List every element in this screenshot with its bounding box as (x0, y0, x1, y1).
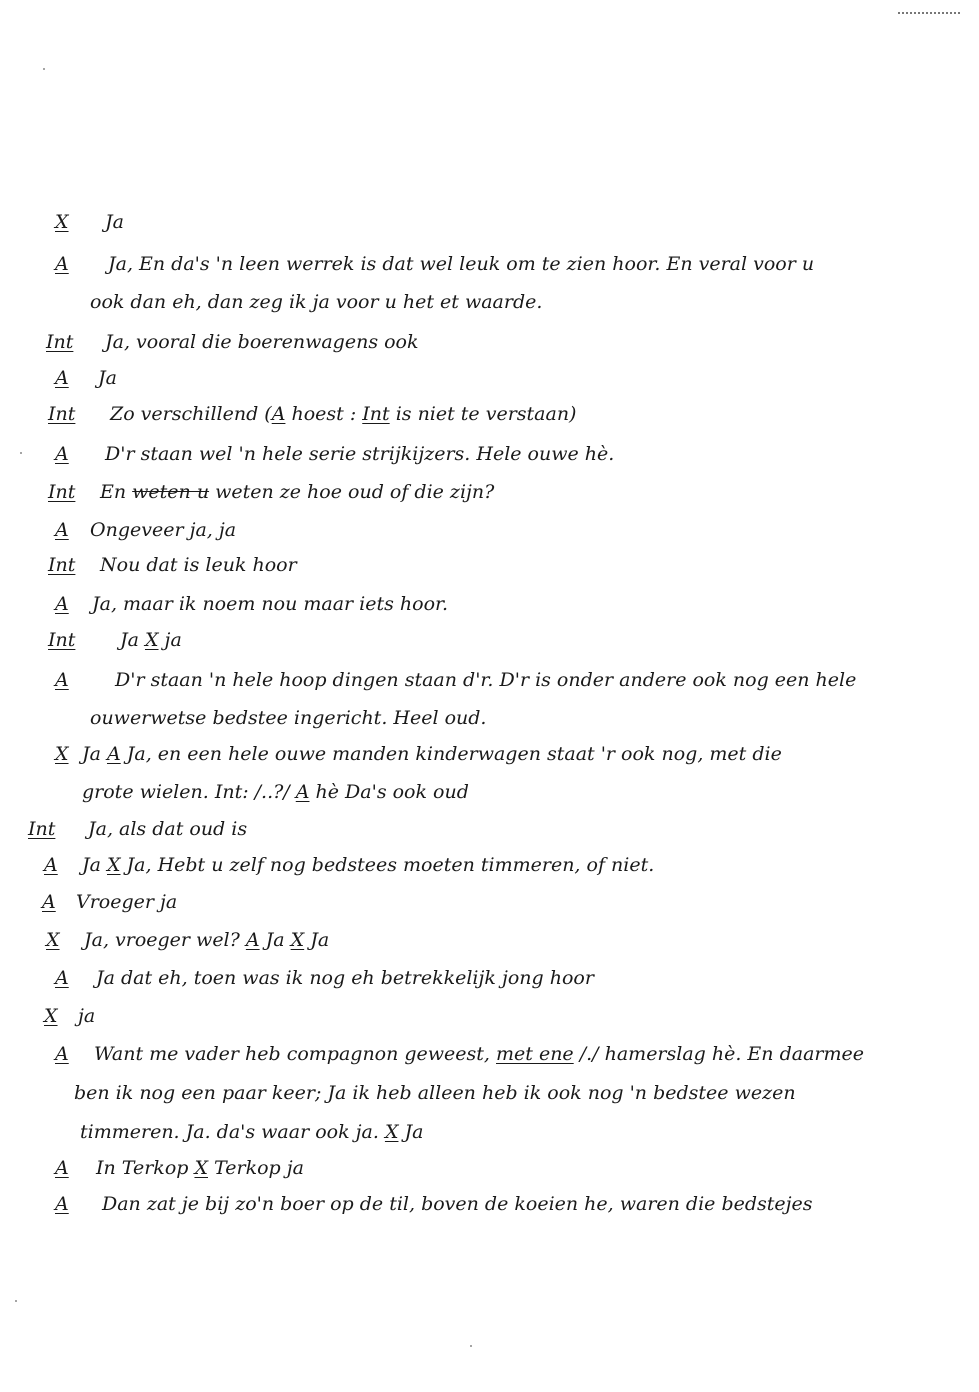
line-text: Ja, vroeger wel? (84, 929, 246, 951)
speaker-label: A (55, 253, 69, 275)
inline-speaker-label: X (194, 1157, 208, 1179)
line-text: Ja, en een hele ouwe manden kinderwagen staat 'r ook nog, met die (120, 743, 782, 765)
inline-speaker-label: X (106, 854, 121, 876)
speaker-label: Int (28, 818, 56, 840)
inline-speaker-label: A (245, 929, 260, 951)
speaker-label: A (55, 967, 69, 989)
line-text: Ja (105, 211, 124, 233)
inline-speaker-label: X (384, 1121, 399, 1143)
line-text: Ja, maar ik noem nou maar iets hoor. (92, 593, 449, 615)
speaker-label: A (55, 519, 69, 541)
transcript-line (90, 518, 236, 542)
line-text: Nou dat is leuk hoor (100, 554, 297, 576)
transcript-line (78, 1004, 95, 1028)
speaker-label: X (44, 1005, 58, 1027)
struck-text: weten u (132, 481, 210, 503)
line-text: hoest : (285, 403, 363, 425)
transcript-line (88, 817, 247, 841)
transcript-line (80, 1120, 423, 1144)
transcript-line (100, 553, 297, 577)
line-text: Want me vader heb compagnon geweest, (94, 1043, 497, 1065)
line-text: grote wielen. Int: /..?/ (82, 781, 296, 803)
speaker-label: Int (48, 403, 76, 425)
inline-speaker-label: A (295, 781, 310, 803)
line-text: D'r staan 'n hele hoop dingen staan d'r. D'r is onder andere ook nog een hele (115, 669, 857, 691)
line-text: Ja (98, 367, 117, 389)
speaker-label: X (55, 211, 69, 233)
transcript-line (105, 442, 614, 466)
line-text: Ja, vooral die boerenwagens ook (105, 331, 419, 353)
transcript-line (115, 668, 856, 692)
line-text: is niet te verstaan) (389, 403, 577, 425)
line-text: Ongeveer ja, ja (90, 519, 237, 541)
speaker-label: A (55, 593, 69, 615)
transcript-line (105, 330, 419, 354)
speaker-label: A (55, 367, 69, 389)
line-text: Ja, Hebt u zelf nog bedstees moeten timmeren, of niet. (120, 854, 655, 876)
speaker-label: A (44, 854, 58, 876)
scan-speck (43, 68, 45, 70)
transcript-line (96, 966, 594, 990)
speaker-label: A (55, 1157, 69, 1179)
line-text: Ja (259, 929, 291, 951)
line-text: ja (78, 1005, 96, 1027)
speaker-label: A (55, 443, 69, 465)
transcript-line (82, 780, 469, 804)
inline-speaker-label: A (271, 403, 286, 425)
transcript-line (84, 928, 329, 952)
speaker-label: A (55, 1193, 69, 1215)
line-text: Ja (82, 743, 107, 765)
speaker-label: Int (48, 629, 76, 651)
line-text: hè Da's ook oud (309, 781, 469, 803)
inline-speaker-label: Int (362, 403, 390, 425)
transcript-line (102, 1192, 813, 1216)
inline-speaker-label: X (290, 929, 305, 951)
line-text: ben ik nog een paar keer; Ja ik heb alleen heb ik ook nog 'n bedstee wezen (74, 1082, 796, 1104)
scan-speck (470, 1345, 472, 1347)
speaker-label: Int (48, 481, 76, 503)
line-text: ouwerwetse bedstee ingericht. Heel oud. (90, 707, 487, 729)
speaker-label: X (55, 743, 69, 765)
transcript-line (108, 252, 814, 276)
line-text: Vroeger ja (76, 891, 178, 913)
line-text: timmeren. Ja. da's waar ook ja. (80, 1121, 385, 1143)
line-text: ook dan eh, dan zeg ik ja voor u het et waarde. (90, 291, 543, 313)
scan-mark (898, 12, 960, 16)
line-text: /./ hamerslag hè. En daarmee (573, 1043, 864, 1065)
line-text: Terkop ja (208, 1157, 304, 1179)
line-text: In Terkop (96, 1157, 195, 1179)
speaker-label: A (55, 1043, 69, 1065)
line-text: En (100, 481, 133, 503)
line-text: Ja (398, 1121, 424, 1143)
inline-speaker-label: A (106, 743, 121, 765)
transcript-line (82, 742, 782, 766)
inline-speaker-label: met ene (496, 1043, 574, 1065)
transcript-line (96, 1156, 304, 1180)
transcript-line (90, 706, 486, 730)
transcript-line (94, 1042, 864, 1066)
transcript-line (100, 480, 494, 504)
transcript-line (98, 366, 117, 390)
line-text: Ja, als dat oud is (88, 818, 248, 840)
transcript-line (82, 853, 654, 877)
speaker-label: Int (46, 331, 74, 353)
line-text: Ja, En da's 'n leen werrek is dat wel leuk om te zien hoor. En veral voor u (108, 253, 815, 275)
transcript-line (74, 1081, 796, 1105)
line-text: ja (158, 629, 182, 651)
speaker-label: Int (48, 554, 76, 576)
line-text: Ja (120, 629, 145, 651)
transcript-line (76, 890, 177, 914)
line-text: Dan zat je bij zo'n boer op de til, boven de koeien he, waren die bedstejes (102, 1193, 813, 1215)
line-text: D'r staan wel 'n hele serie strijkijzers. Hele ouwe hè. (105, 443, 615, 465)
line-text: Ja (82, 854, 107, 876)
inline-speaker-label: X (144, 629, 159, 651)
line-text: Ja (304, 929, 330, 951)
transcript-line (90, 290, 542, 314)
scan-speck (15, 1300, 17, 1302)
line-text: Zo verschillend ( (110, 403, 272, 425)
speaker-label: A (42, 891, 56, 913)
transcript-line (110, 402, 576, 426)
line-text: Ja dat eh, toen was ik nog eh betrekkelijk jong hoor (96, 967, 594, 989)
speaker-label: A (55, 669, 69, 691)
transcript-line (120, 628, 182, 652)
transcript-line (105, 210, 124, 234)
line-text: weten ze hoe oud of die zijn? (209, 481, 495, 503)
transcript-line (92, 592, 448, 616)
scan-speck (20, 452, 22, 454)
speaker-label: X (46, 929, 60, 951)
